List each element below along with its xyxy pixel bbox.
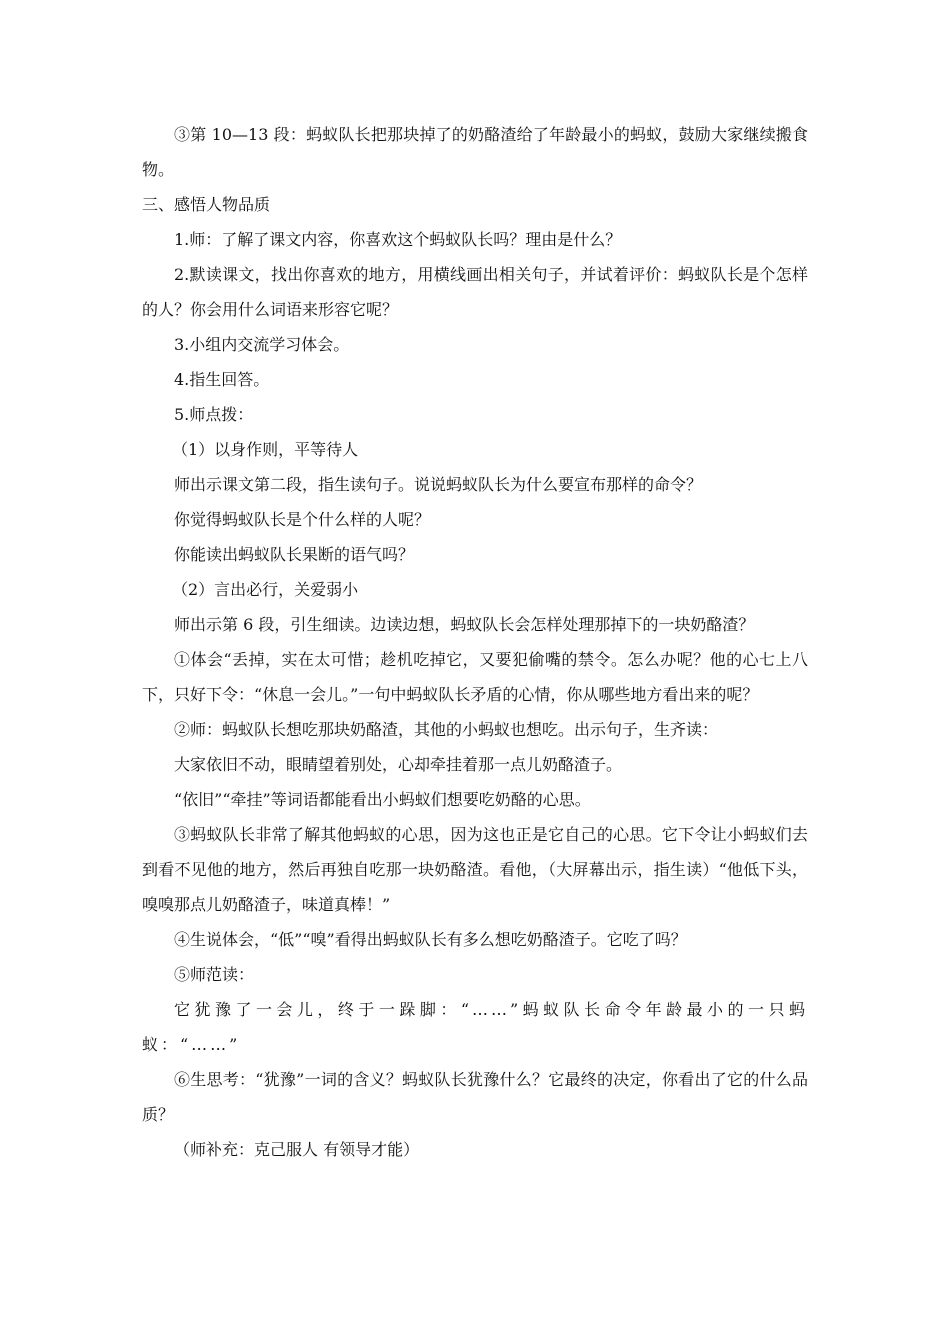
step-3: 3.小组内交流学习体会。 bbox=[174, 335, 350, 354]
point-1: ①体会“丢掉，实在太可惜；趁机吃掉它，又要犯偷嘴的禁令。怎么办呢？他的心七上八下，只好下令：“休息一会儿。”一句中蚂蚁队长矛盾的心情，你从哪些地方看出来的呢？ bbox=[142, 650, 808, 704]
document-body bbox=[142, 117, 808, 1167]
step-4: 4.指生回答。 bbox=[174, 370, 270, 389]
subheading-2: （2）言出必行，关爱弱小 bbox=[172, 580, 359, 599]
paragraph-summary-10-13: ③第 10—13 段：蚂蚁队长把那块掉了的奶酪渣给了年龄最小的蚂蚁，鼓励大家继续搬食物。 bbox=[142, 125, 808, 179]
step-2: 2.默读课文，找出你喜欢的地方，用横线画出相关句子，并试着评价：蚂蚁队长是个怎样的人？你会用什么词语来形容它呢？ bbox=[142, 265, 808, 319]
point-5: ⑤师范读： bbox=[174, 965, 255, 984]
point-3: ③蚂蚁队长非常了解其他蚂蚁的心思，因为这也正是它自己的心思。它下令让小蚂蚁们去到看不见他的地方，然后再独自吃那一块奶酪渣。看他，（大屏幕出示，指生读）“他低下头，嗅嗅那点儿奶酪渣子，味道真棒！” bbox=[142, 825, 808, 914]
model-reading-text: 它犹豫了一会儿，终于一跺脚：“……”蚂蚁队长命令年龄最小的一只蚂蚁：“……” bbox=[142, 1000, 808, 1054]
paragraph-line: 你能读出蚂蚁队长果断的语气吗？ bbox=[174, 545, 415, 564]
subheading-1: （1）以身作则，平等待人 bbox=[172, 440, 359, 459]
point-2: ②师：蚂蚁队长想吃那块奶酪渣，其他的小蚂蚁也想吃。出示句子，生齐读： bbox=[174, 720, 719, 739]
paragraph-line: 师出示课文第二段，指生读句子。说说蚂蚁队长为什么要宣布那样的命令？ bbox=[174, 475, 703, 494]
point-4: ④生说体会，“低”“嗅”看得出蚂蚁队长有多么想吃奶酪渣子。它吃了吗？ bbox=[174, 930, 687, 949]
quoted-sentence: 大家依旧不动，眼睛望着别处，心却牵挂着那一点儿奶酪渣子。 bbox=[174, 755, 623, 774]
teacher-supplement: （师补充：克己服人 有领导才能） bbox=[174, 1140, 420, 1159]
point-6: ⑥生思考：“犹豫”一词的含义？蚂蚁队长犹豫什么？它最终的决定，你看出了它的什么品质？ bbox=[142, 1070, 808, 1124]
paragraph-line: 你觉得蚂蚁队长是个什么样的人呢？ bbox=[174, 510, 431, 529]
step-5: 5.师点拨： bbox=[174, 405, 254, 424]
paragraph-line: 师出示第 6 段，引生细读。边读边想，蚂蚁队长会怎样处理那掉下的一块奶酪渣？ bbox=[174, 615, 755, 634]
step-1: 1.师：了解了课文内容，你喜欢这个蚂蚁队长吗？理由是什么？ bbox=[174, 230, 622, 249]
paragraph-line: “依旧”“牵挂”等词语都能看出小蚂蚁们想要吃奶酪的心思。 bbox=[174, 790, 591, 809]
section-heading-3: 三、感悟人物品质 bbox=[142, 195, 271, 214]
